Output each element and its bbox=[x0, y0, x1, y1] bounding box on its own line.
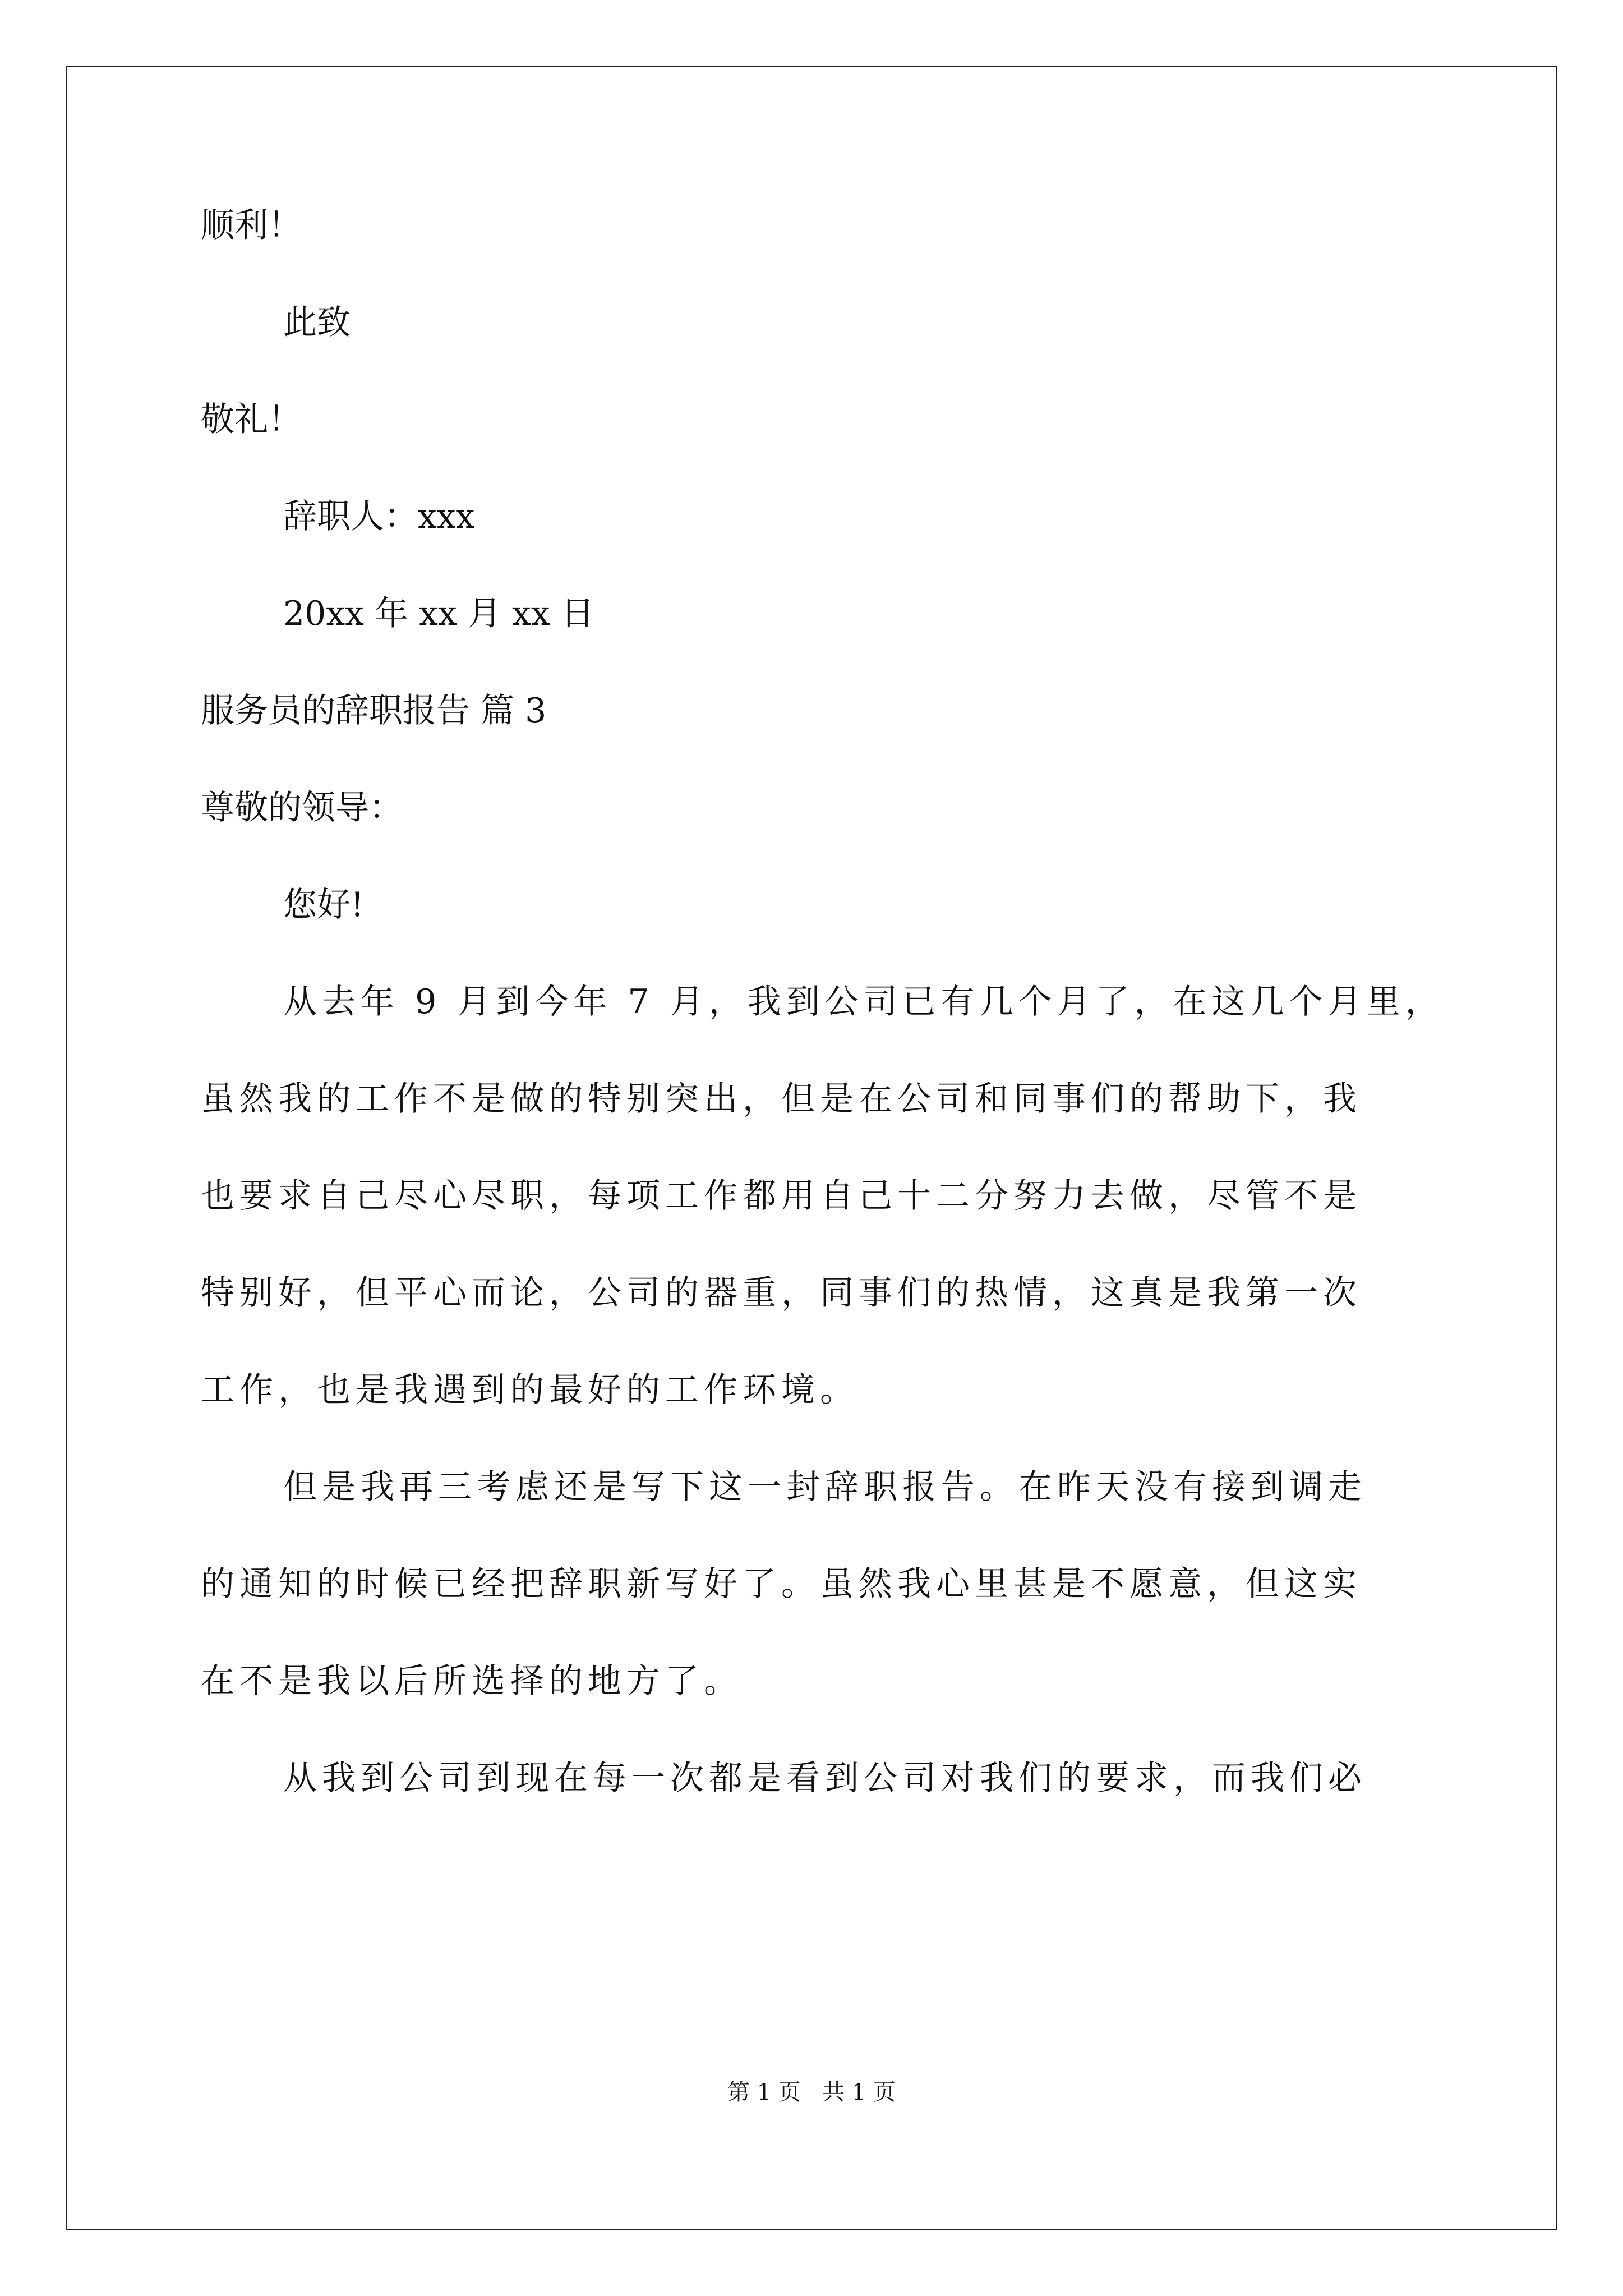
page-footer bbox=[0, 2081, 1623, 2104]
page-total: 共 1 页 bbox=[822, 2079, 896, 2105]
paragraph-line: 特别好，但平心而论，公司的器重，同事们的热情，这真是我第一次 bbox=[201, 1273, 1362, 1313]
paragraph-line: 工作，也是我遇到的最好的工作环境。 bbox=[201, 1370, 859, 1410]
date-line: 20xx 年 xx 月 xx 日 bbox=[283, 594, 594, 633]
section-heading: 服务员的辞职报告 篇 3 bbox=[201, 691, 547, 730]
paragraph-line: 也要求自己尽心尽职，每项工作都用自己十二分努力去做，尽管不是 bbox=[201, 1176, 1362, 1216]
salutation-cizhi: 此致 bbox=[283, 303, 351, 342]
greeting-hello: 您好! bbox=[283, 885, 365, 924]
paragraph-line: 但是我再三考虑还是写下这一封辞职报告。在昨天没有接到调走 bbox=[283, 1467, 1367, 1507]
paragraph-line: 虽然我的工作不是做的特别突出，但是在公司和同事们的帮助下，我 bbox=[201, 1079, 1362, 1119]
paragraph-line: 在不是我以后所选择的地方了。 bbox=[201, 1662, 743, 1701]
paragraph-1 bbox=[201, 982, 1463, 1410]
greeting-recipient: 尊敬的领导： bbox=[201, 788, 403, 827]
paragraph-line: 的通知的时候已经把辞职新写好了。虽然我心里甚是不愿意，但这实 bbox=[201, 1565, 1362, 1604]
paragraph-line: 从我到公司到现在每一次都是看到公司对我们的要求，而我们必 bbox=[283, 1759, 1367, 1798]
paragraph-3 bbox=[201, 1759, 1463, 1798]
paragraph-2 bbox=[201, 1467, 1463, 1701]
paragraph-line: 从去年 9 月到今年 7 月，我到公司已有几个月了，在这几个月里， bbox=[283, 982, 1444, 1022]
closing-wish-line: 顺利！ bbox=[201, 206, 302, 245]
signature-line: 辞职人：xxx bbox=[283, 497, 475, 536]
salutation-jingli: 敬礼！ bbox=[201, 400, 302, 439]
document-body bbox=[201, 206, 1463, 1858]
page-number: 第 1 页 bbox=[727, 2079, 801, 2105]
